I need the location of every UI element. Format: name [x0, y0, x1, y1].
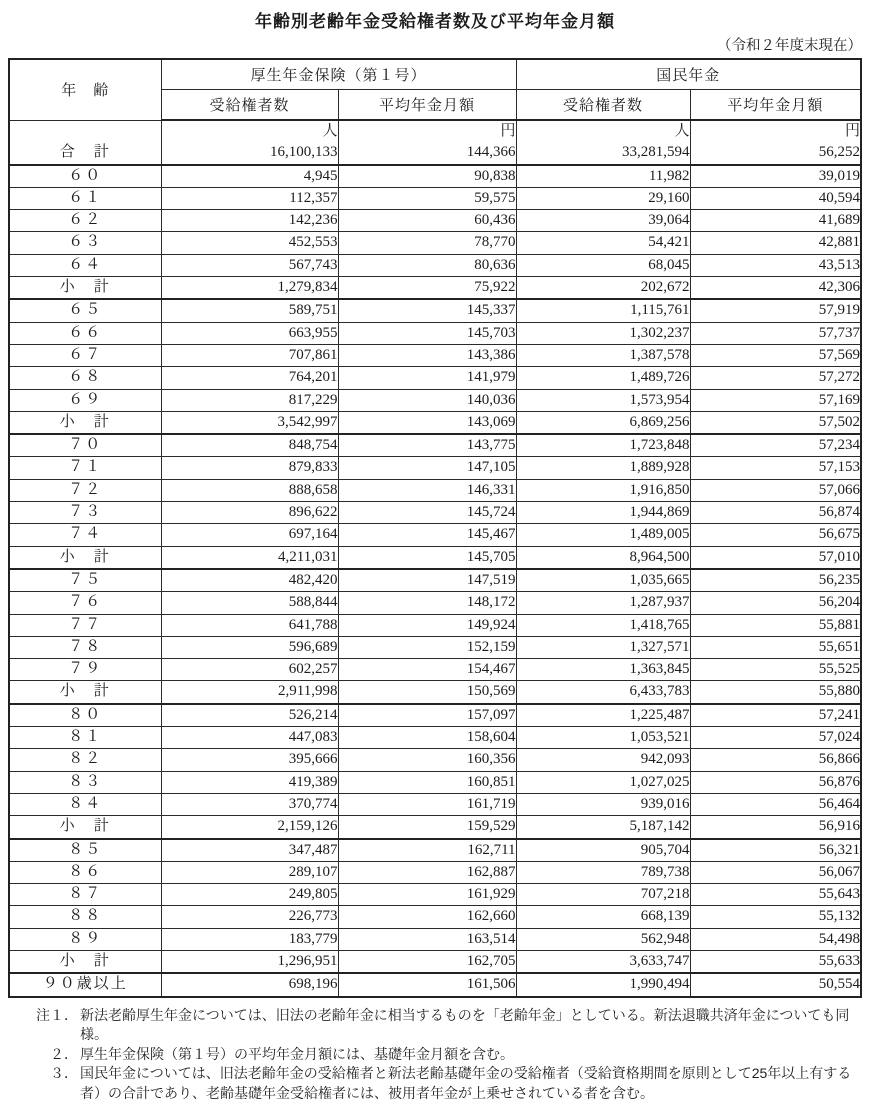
value-cell: 56,916 — [690, 816, 861, 839]
table-row — [9, 299, 861, 322]
value-cell: 57,737 — [690, 322, 861, 344]
value-cell: 1,723,848 — [516, 434, 690, 457]
value-cell: 54,498 — [690, 928, 861, 950]
value-cell: 2,911,998 — [161, 681, 338, 704]
value-cell: 663,955 — [161, 322, 338, 344]
value-cell: 57,919 — [690, 299, 861, 322]
value-cell: 150,569 — [338, 681, 516, 704]
value-cell: 162,660 — [338, 906, 516, 928]
age-cell: 小 計 — [9, 681, 161, 704]
value-cell: 526,214 — [161, 704, 338, 727]
value-cell: 145,724 — [338, 502, 516, 524]
age-cell: 合 計 — [9, 142, 161, 164]
value-cell: 円 — [338, 120, 516, 142]
age-cell: ６３ — [9, 232, 161, 254]
value-cell: 140,036 — [338, 389, 516, 411]
value-cell: 55,525 — [690, 659, 861, 681]
kokumin-average-header: 平均年金月額 — [690, 90, 861, 121]
value-cell: 57,272 — [690, 367, 861, 389]
value-cell: 764,201 — [161, 367, 338, 389]
value-cell: 942,093 — [516, 749, 690, 771]
kokumin-beneficiaries-header: 受給権者数 — [516, 90, 690, 121]
table-row — [9, 367, 861, 389]
value-cell: 56,321 — [690, 839, 861, 862]
value-cell: 57,569 — [690, 344, 861, 366]
age-cell: 小 計 — [9, 950, 161, 973]
table-body — [9, 120, 861, 997]
value-cell: 60,436 — [338, 210, 516, 232]
table-row — [9, 479, 861, 501]
value-cell: 1,489,726 — [516, 367, 690, 389]
value-cell: 707,218 — [516, 884, 690, 906]
age-cell: ６０ — [9, 165, 161, 188]
age-cell: 小 計 — [9, 816, 161, 839]
table-row — [9, 636, 861, 658]
table-header — [9, 59, 861, 120]
value-cell: 249,805 — [161, 884, 338, 906]
kosei-group-header: 厚生年金保険（第１号） — [161, 59, 516, 90]
value-cell: 154,467 — [338, 659, 516, 681]
value-cell: 8,964,500 — [516, 546, 690, 569]
table-row — [9, 254, 861, 276]
table-row — [9, 928, 861, 950]
value-cell: 562,948 — [516, 928, 690, 950]
value-cell: 1,027,025 — [516, 771, 690, 793]
value-cell: 202,672 — [516, 277, 690, 300]
value-cell: 1,279,834 — [161, 277, 338, 300]
footnote-1-number: 注１． — [36, 1006, 78, 1023]
value-cell: 80,636 — [338, 254, 516, 276]
value-cell: 1,418,765 — [516, 614, 690, 636]
value-cell: 6,869,256 — [516, 411, 690, 434]
value-cell: 145,703 — [338, 322, 516, 344]
table-row — [9, 120, 861, 142]
value-cell: 1,287,937 — [516, 592, 690, 614]
value-cell: 161,506 — [338, 973, 516, 996]
table-row — [9, 187, 861, 209]
age-cell: 小 計 — [9, 546, 161, 569]
table-row — [9, 614, 861, 636]
value-cell: 395,666 — [161, 749, 338, 771]
age-cell: ７１ — [9, 457, 161, 479]
value-cell: 40,594 — [690, 187, 861, 209]
table-row — [9, 232, 861, 254]
value-cell: 567,743 — [161, 254, 338, 276]
value-cell: 183,779 — [161, 928, 338, 950]
age-cell: 小 計 — [9, 411, 161, 434]
value-cell: 147,519 — [338, 569, 516, 592]
footnote-3-number: ３． — [50, 1065, 78, 1082]
table-row — [9, 950, 861, 973]
value-cell: 152,159 — [338, 636, 516, 658]
table-row — [9, 659, 861, 681]
age-cell: ６１ — [9, 187, 161, 209]
value-cell: 939,016 — [516, 793, 690, 815]
age-cell: ８５ — [9, 839, 161, 862]
value-cell: 75,922 — [338, 277, 516, 300]
value-cell: 54,421 — [516, 232, 690, 254]
age-cell: ７７ — [9, 614, 161, 636]
value-cell: 39,064 — [516, 210, 690, 232]
value-cell: 149,924 — [338, 614, 516, 636]
value-cell: 1,296,951 — [161, 950, 338, 973]
table-row — [9, 165, 861, 188]
age-cell: ６８ — [9, 367, 161, 389]
value-cell: 1,387,578 — [516, 344, 690, 366]
value-cell: 143,775 — [338, 434, 516, 457]
value-cell: 668,139 — [516, 906, 690, 928]
value-cell: 56,874 — [690, 502, 861, 524]
age-cell: ７６ — [9, 592, 161, 614]
footnotes — [30, 1006, 864, 1103]
age-cell: ６５ — [9, 299, 161, 322]
value-cell: 人 — [161, 120, 338, 142]
value-cell: 289,107 — [161, 861, 338, 883]
age-cell — [9, 120, 161, 142]
value-cell: 56,464 — [690, 793, 861, 815]
value-cell: 143,386 — [338, 344, 516, 366]
kosei-beneficiaries-header: 受給権者数 — [161, 90, 338, 121]
value-cell: 482,420 — [161, 569, 338, 592]
value-cell: 56,204 — [690, 592, 861, 614]
value-cell: 147,105 — [338, 457, 516, 479]
value-cell: 162,887 — [338, 861, 516, 883]
value-cell: 11,982 — [516, 165, 690, 188]
age-cell: ７２ — [9, 479, 161, 501]
table-row — [9, 973, 861, 996]
value-cell: 90,838 — [338, 165, 516, 188]
value-cell: 59,575 — [338, 187, 516, 209]
value-cell: 1,916,850 — [516, 479, 690, 501]
page-title: 年齢別老齢年金受給権者数及び平均年金月額 — [255, 12, 615, 32]
value-cell: 145,705 — [338, 546, 516, 569]
as-of-date: （令和２年度末現在） — [717, 38, 862, 54]
age-cell: ８９ — [9, 928, 161, 950]
table-row — [9, 681, 861, 704]
age-cell: ８０ — [9, 704, 161, 727]
footnote-3 — [30, 1064, 864, 1103]
age-cell: ７８ — [9, 636, 161, 658]
table-row — [9, 749, 861, 771]
value-cell: 905,704 — [516, 839, 690, 862]
value-cell: 588,844 — [161, 592, 338, 614]
table-row — [9, 277, 861, 300]
table-row — [9, 546, 861, 569]
value-cell: 370,774 — [161, 793, 338, 815]
value-cell: 1,225,487 — [516, 704, 690, 727]
age-cell: ８７ — [9, 884, 161, 906]
value-cell: 4,945 — [161, 165, 338, 188]
value-cell: 42,306 — [690, 277, 861, 300]
value-cell: 1,489,005 — [516, 524, 690, 546]
value-cell: 16,100,133 — [161, 142, 338, 164]
value-cell: 145,467 — [338, 524, 516, 546]
value-cell: 57,234 — [690, 434, 861, 457]
table-row — [9, 906, 861, 928]
value-cell: 347,487 — [161, 839, 338, 862]
table-row — [9, 411, 861, 434]
age-cell: 小 計 — [9, 277, 161, 300]
value-cell: 452,553 — [161, 232, 338, 254]
value-cell: 160,356 — [338, 749, 516, 771]
age-cell: ６４ — [9, 254, 161, 276]
value-cell: 1,944,869 — [516, 502, 690, 524]
age-cell: ８４ — [9, 793, 161, 815]
table-row — [9, 727, 861, 749]
age-cell: ９０歳以上 — [9, 973, 161, 996]
value-cell: 55,881 — [690, 614, 861, 636]
kosei-average-header: 平均年金月額 — [338, 90, 516, 121]
value-cell: 1,302,237 — [516, 322, 690, 344]
value-cell: 789,738 — [516, 861, 690, 883]
footnote-1 — [30, 1006, 864, 1045]
age-cell: ８２ — [9, 749, 161, 771]
age-cell: ８６ — [9, 861, 161, 883]
value-cell: 56,876 — [690, 771, 861, 793]
table-row — [9, 524, 861, 546]
value-cell: 56,252 — [690, 142, 861, 164]
value-cell: 142,236 — [161, 210, 338, 232]
age-cell: ８１ — [9, 727, 161, 749]
value-cell: 162,705 — [338, 950, 516, 973]
age-cell: ７９ — [9, 659, 161, 681]
value-cell: 57,066 — [690, 479, 861, 501]
table-row — [9, 771, 861, 793]
value-cell: 163,514 — [338, 928, 516, 950]
table-row — [9, 142, 861, 164]
value-cell: 55,633 — [690, 950, 861, 973]
value-cell: 2,159,126 — [161, 816, 338, 839]
value-cell: 161,929 — [338, 884, 516, 906]
value-cell: 157,097 — [338, 704, 516, 727]
value-cell: 817,229 — [161, 389, 338, 411]
pension-table — [8, 58, 862, 998]
value-cell: 159,529 — [338, 816, 516, 839]
value-cell: 4,211,031 — [161, 546, 338, 569]
value-cell: 1,115,761 — [516, 299, 690, 322]
value-cell: 158,604 — [338, 727, 516, 749]
value-cell: 707,861 — [161, 344, 338, 366]
value-cell: 56,235 — [690, 569, 861, 592]
value-cell: 人 — [516, 120, 690, 142]
value-cell: 55,132 — [690, 906, 861, 928]
value-cell: 55,651 — [690, 636, 861, 658]
table-row — [9, 839, 861, 862]
value-cell: 148,172 — [338, 592, 516, 614]
value-cell: 641,788 — [161, 614, 338, 636]
value-cell: 896,622 — [161, 502, 338, 524]
value-cell: 5,187,142 — [516, 816, 690, 839]
value-cell: 39,019 — [690, 165, 861, 188]
value-cell: 589,751 — [161, 299, 338, 322]
value-cell: 43,513 — [690, 254, 861, 276]
age-cell: ６９ — [9, 389, 161, 411]
age-cell: ８８ — [9, 906, 161, 928]
age-cell: ６２ — [9, 210, 161, 232]
table-row — [9, 389, 861, 411]
value-cell: 447,083 — [161, 727, 338, 749]
value-cell: 143,069 — [338, 411, 516, 434]
age-cell: ７５ — [9, 569, 161, 592]
age-cell: ６６ — [9, 322, 161, 344]
value-cell: 41,689 — [690, 210, 861, 232]
table-row — [9, 322, 861, 344]
value-cell: 57,502 — [690, 411, 861, 434]
value-cell: 33,281,594 — [516, 142, 690, 164]
table-row — [9, 793, 861, 815]
value-cell: 1,889,928 — [516, 457, 690, 479]
value-cell: 1,573,954 — [516, 389, 690, 411]
value-cell: 78,770 — [338, 232, 516, 254]
value-cell: 698,196 — [161, 973, 338, 996]
value-cell: 112,357 — [161, 187, 338, 209]
value-cell: 29,160 — [516, 187, 690, 209]
kokumin-group-header: 国民年金 — [516, 59, 861, 90]
value-cell: 146,331 — [338, 479, 516, 501]
age-cell: ７０ — [9, 434, 161, 457]
value-cell: 57,153 — [690, 457, 861, 479]
value-cell: 160,851 — [338, 771, 516, 793]
footnote-2-number: ２． — [50, 1045, 78, 1062]
age-cell: ７３ — [9, 502, 161, 524]
value-cell: 602,257 — [161, 659, 338, 681]
table-row — [9, 704, 861, 727]
value-cell: 848,754 — [161, 434, 338, 457]
value-cell: 888,658 — [161, 479, 338, 501]
age-cell: ６７ — [9, 344, 161, 366]
table-row — [9, 434, 861, 457]
value-cell: 6,433,783 — [516, 681, 690, 704]
footnote-3-text: 国民年金については、旧法老齢年金の受給権者と新法老齢基礎年金の受給権者（受給資格期間を原則として25年以上有する者）の合計であり、老齢基礎年金受給権者には、被用者年金が上乗せされている者を含む。 — [80, 1065, 852, 1101]
value-cell: 56,866 — [690, 749, 861, 771]
table-row — [9, 884, 861, 906]
value-cell: 42,881 — [690, 232, 861, 254]
table-row — [9, 816, 861, 839]
age-cell: ８３ — [9, 771, 161, 793]
value-cell: 57,169 — [690, 389, 861, 411]
footnote-1-text: 新法老齢厚生年金については、旧法の老齢年金に相当するものを「老齢年金」としている。新法退職共済年金についても同様。 — [80, 1006, 850, 1043]
value-cell: 162,711 — [338, 839, 516, 862]
table-row — [9, 210, 861, 232]
table-row — [9, 861, 861, 883]
value-cell: 1,053,521 — [516, 727, 690, 749]
value-cell: 57,024 — [690, 727, 861, 749]
value-cell: 56,067 — [690, 861, 861, 883]
value-cell: 50,554 — [690, 973, 861, 996]
value-cell: 円 — [690, 120, 861, 142]
table-row — [9, 457, 861, 479]
value-cell: 419,389 — [161, 771, 338, 793]
table-row — [9, 502, 861, 524]
value-cell: 57,010 — [690, 546, 861, 569]
value-cell: 57,241 — [690, 704, 861, 727]
value-cell: 226,773 — [161, 906, 338, 928]
value-cell: 1,990,494 — [516, 973, 690, 996]
document-page — [0, 7, 870, 1101]
age-cell: ７４ — [9, 524, 161, 546]
value-cell: 141,979 — [338, 367, 516, 389]
value-cell: 144,366 — [338, 142, 516, 164]
table-row — [9, 569, 861, 592]
value-cell: 697,164 — [161, 524, 338, 546]
value-cell: 1,035,665 — [516, 569, 690, 592]
footnote-2-text: 厚生年金保険（第１号）の平均年金月額には、基礎年金月額を含む。 — [80, 1045, 514, 1062]
value-cell: 1,363,845 — [516, 659, 690, 681]
value-cell: 3,542,997 — [161, 411, 338, 434]
value-cell: 1,327,571 — [516, 636, 690, 658]
value-cell: 161,719 — [338, 793, 516, 815]
table-row — [9, 344, 861, 366]
value-cell: 56,675 — [690, 524, 861, 546]
value-cell: 55,643 — [690, 884, 861, 906]
value-cell: 3,633,747 — [516, 950, 690, 973]
table-row — [9, 592, 861, 614]
value-cell: 68,045 — [516, 254, 690, 276]
value-cell: 55,880 — [690, 681, 861, 704]
age-column-header: 年 齢 — [9, 59, 161, 120]
value-cell: 145,337 — [338, 299, 516, 322]
value-cell: 596,689 — [161, 636, 338, 658]
value-cell: 879,833 — [161, 457, 338, 479]
footnote-2 — [30, 1045, 864, 1065]
